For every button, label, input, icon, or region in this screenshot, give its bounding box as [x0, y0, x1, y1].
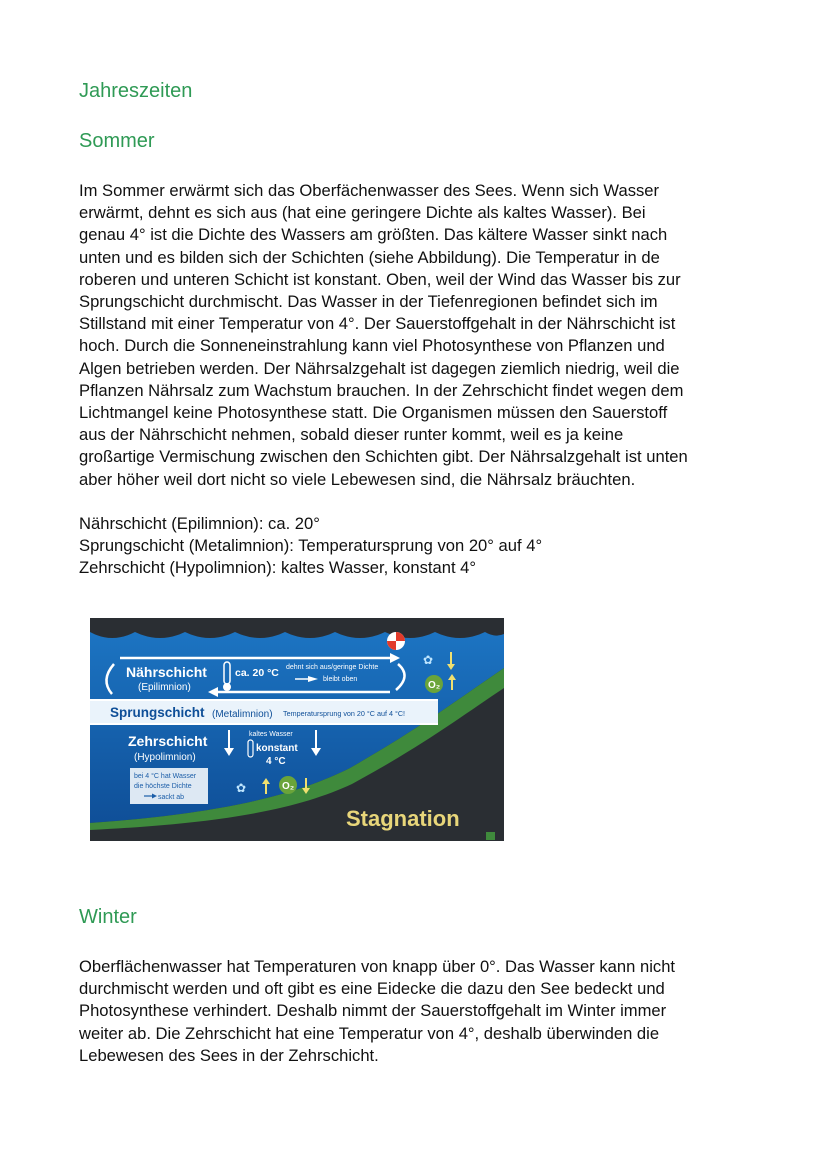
summer-line: Lichtmangel keine Photosynthese statt. Die Organismen müssen den Sauerstoff	[79, 403, 668, 423]
winter-line: weiter ab. Die Zehrschicht hat eine Temperatur von 4°, deshalb überwinden die	[79, 1023, 660, 1043]
plant-icon-2: ✿	[236, 781, 247, 795]
summer-line: genau 4° ist die Dichte des Wassers am größten. Das kältere Wasser sinkt nach	[79, 225, 668, 245]
summer-line: Stillstand mit einer Temperatur von 4°. Der Sauerstoffgehalt in der Nährschicht ist	[79, 314, 676, 334]
hypolimnion-label: Zehrschicht	[128, 733, 208, 749]
layer-epilimnion: Nährschicht (Epilimnion): ca. 20°	[79, 514, 320, 533]
epilimnion-note-2: bleibt oben	[323, 676, 358, 683]
hypolimnion-note: kaltes Wasser	[249, 731, 293, 738]
summer-line: aus der Nährschicht nehmen, sobald dieser runter kommt, weil es ja keine	[79, 425, 624, 445]
summer-line: hoch. Durch die Sonneneinstrahlung kann viel Photosynthese von Pflanzen und	[79, 336, 665, 356]
summer-line: Sprungschicht durchmischt. Das Wasser in der Tiefenregionen befindet sich im	[79, 292, 658, 312]
epilimnion-temp: ca. 20 °C	[235, 667, 279, 679]
epilimnion-note: dehnt sich aus/geringe Dichte	[286, 664, 379, 671]
layer-hypolimnion: Zehrschicht (Hypolimnion): kaltes Wasser, konstant 4°	[79, 558, 477, 578]
metalimnion-sub: (Metalimnion)	[212, 709, 273, 720]
plant-icon: ✿	[423, 653, 434, 667]
winter-line: Photosynthese verhindert. Deshalb nimmt der Sauerstoffgehalt im Winter immer	[79, 1001, 667, 1021]
density-note-2: die höchste Dichte	[134, 783, 192, 790]
svg-text:O₂: O₂	[282, 781, 295, 792]
epilimnion-label: Nährschicht	[126, 664, 207, 680]
layer-metalimnion: Sprungschicht (Metalimnion): Temperatursprung von 20° auf 4°	[79, 536, 543, 556]
winter-line: durchmischt werden und oft gibt es eine Eidecke die dazu den See bedeckt und	[79, 979, 665, 999]
corner-logo	[486, 832, 495, 840]
summer-line: aber höher weil dort nicht so viele Lebewesen sind, die Nährsalz bräuchten.	[79, 469, 636, 489]
winter-line: Oberflächenwasser hat Temperaturen von knapp über 0°. Das Wasser kann nicht	[79, 957, 676, 976]
hypolimnion-sub: (Hypolimnion)	[134, 752, 196, 763]
metalimnion-note: Temperatursprung von 20 °C auf 4 °C!	[283, 709, 406, 718]
metalimnion-label: Sprungschicht	[110, 705, 205, 720]
summer-line: Pflanzen Nährsalz zum Wachstum brauchen. In der Zehrschicht findet wegen dem	[79, 380, 684, 400]
winter-paragraph	[79, 956, 747, 1067]
winter-heading: Winter	[79, 906, 137, 928]
density-note-3: sackt ab	[158, 794, 185, 801]
page-title: Jahreszeiten	[79, 80, 193, 102]
summer-line: großartige Vermischung zwischen den Schichten gibt. Der Nährsalzgehalt ist unten	[79, 447, 688, 467]
hypolimnion-note-3: 4 °C	[266, 756, 286, 767]
summer-paragraph	[79, 180, 747, 491]
summer-heading: Sommer	[79, 130, 155, 152]
summer-line: erwärmt, dehnt es sich aus (hat eine geringere Dichte als kaltes Wasser). Bei	[79, 203, 646, 223]
svg-text:O₂: O₂	[428, 680, 441, 691]
density-note-1: bei 4 °C hat Wasser	[134, 773, 197, 780]
summer-line: roberen und unteren Schicht ist konstant. Oben, weil der Wind das Wasser bis zur	[79, 269, 681, 289]
stagnation-caption: Stagnation	[346, 806, 460, 831]
summer-line: unten und es bilden sich der Schichten (siehe Abbildung). Die Temperatur in de	[79, 247, 660, 267]
stagnation-figure	[90, 618, 504, 841]
hypolimnion-note-2: konstant	[256, 743, 298, 754]
summer-line: Algen betrieben werden. Der Nährsalzgehalt ist dagegen ziemlich niedrig, weil die	[79, 358, 680, 378]
epilimnion-sub: (Epilimnion)	[138, 682, 191, 693]
winter-line: Lebewesen des Sees in der Zehrschicht.	[79, 1045, 379, 1065]
summer-line: Im Sommer erwärmt sich das Oberfächenwasser des Sees. Wenn sich Wasser	[79, 181, 660, 200]
layer-list	[79, 513, 747, 580]
